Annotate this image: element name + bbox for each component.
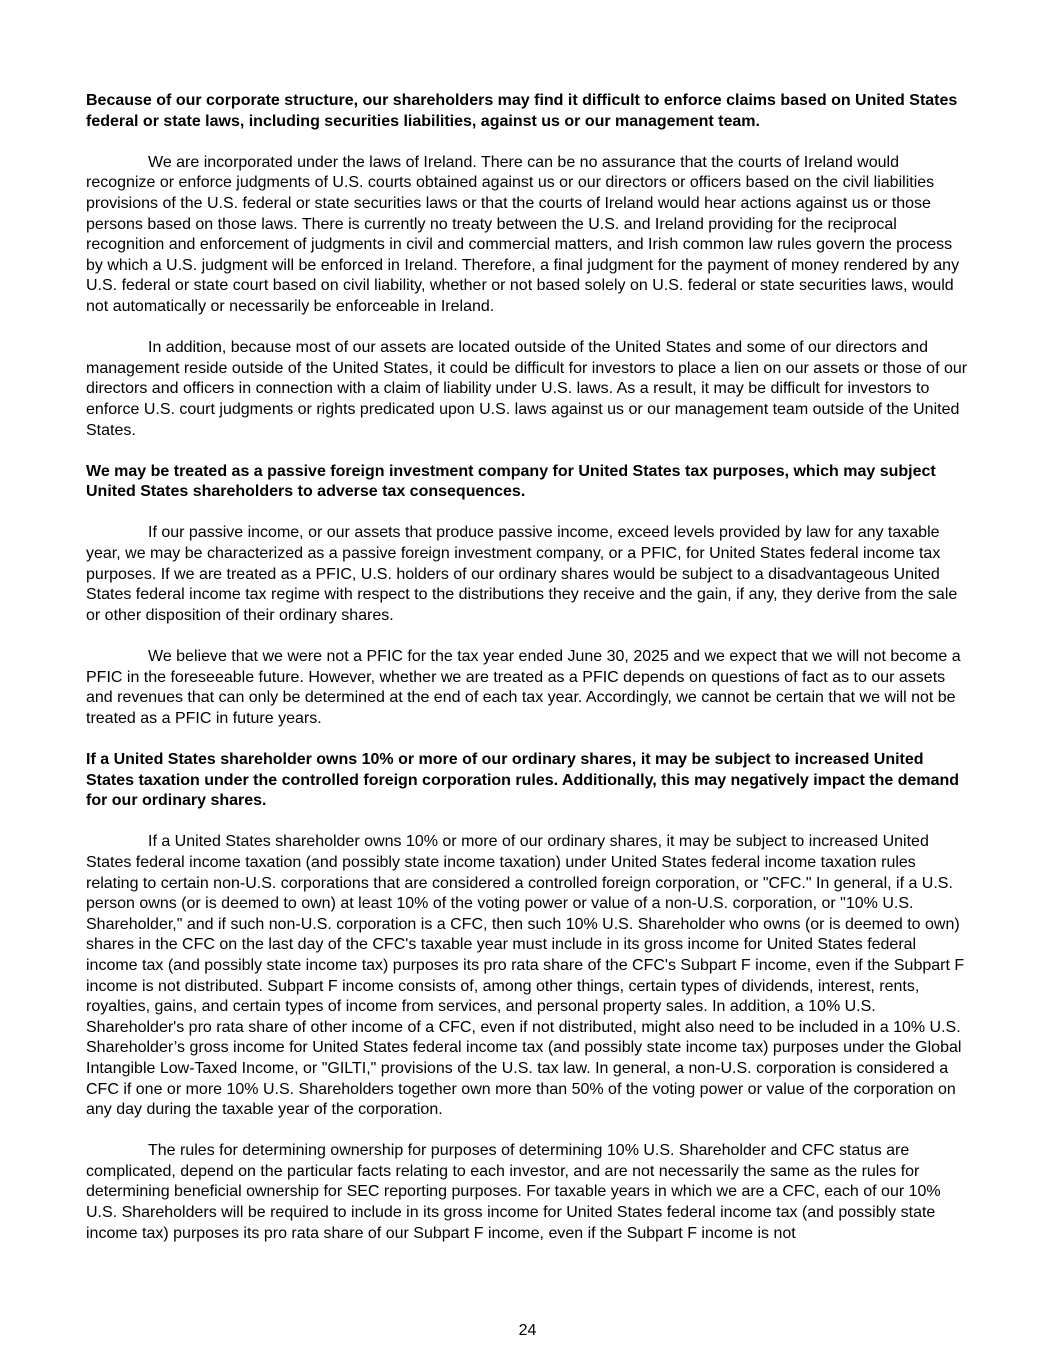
- section-heading-cfc: If a United States shareholder owns 10% or more of our ordinary shares, it may be subject to increased United States taxation under the controlled foreign corporation rules. Additionally, this may negatively impact the demand for our ordinary shares.: [86, 751, 960, 810]
- paragraph-pfic-characterization: If our passive income, or our assets that produce passive income, exceed levels provided by law for any taxable year, we may be characterized as a passive foreign investment company, or a PFIC, for United States federal income tax purposes. If we are treated as a PFIC, U.S. holders of our ordinary shares would be subject to a disadvantageous United States federal income tax regime with respect to the distributions they receive and the gain, if any, they derive from the sale or other disposition of their ordinary shares.: [86, 524, 958, 624]
- section-heading-enforcement: Because of our corporate structure, our shareholders may find it difficult to enforce claims based on United States federal or state laws, including securities liabilities, against us or our management team.: [86, 92, 958, 130]
- paragraph-cfc-rules: If a United States shareholder owns 10% or more of our ordinary shares, it may be subject to increased United States federal income taxation (and possibly state income taxation) under United States federal income taxation rules relating to certain non-U.S. corporations that are considered a controlled foreign corporation, or "CFC." In general, if a U.S. person owns (or is deemed to own) at least 10% of the voting power or value of a non-U.S. corporation, or "10% U.S. Shareholder," and if such non-U.S. corporation is a CFC, then such 10% U.S. Shareholder who owns (or is deemed to own) shares in the CFC on the last day of the CFC's taxable year must include in its gross income for United States federal income tax (and possibly state income tax) purposes its pro rata share of the CFC's Subpart F income, even if the Subpart F income is not distributed. Subpart F income consists of, among other things, certain types of dividends, interest, rents, royalties, gains, and certain types of income from services, and personal property sales. In addition, a 10% U.S. Shareholder's pro rata share of other income of a CFC, even if not distributed, might also need to be included in a 10% U.S. Shareholder’s gross income for United States federal income tax (and possibly state income tax) purposes under the Global Intangible Low-Taxed Income, or "GILTI," provisions of the U.S. tax law. In general, a non-U.S. corporation is considered a CFC if one or more 10% U.S. Shareholders together own more than 50% of the voting power or value of the corporation on any day during the taxable year of the corporation.: [86, 833, 965, 1119]
- paragraph-assets-outside-us: In addition, because most of our assets are located outside of the United States and some of our directors and management reside outside of the United States, it could be difficult for investors to place a lien on our assets or those of our directors and officers in connection with a claim of liability under U.S. laws. As a result, it may be difficult for investors to enforce U.S. court judgments or rights predicated upon U.S. laws against us or our management team outside of the United States.: [86, 339, 968, 439]
- document-body: [86, 91, 970, 1265]
- paragraph-cfc-ownership: The rules for determining ownership for purposes of determining 10% U.S. Shareholder and CFC status are complicated, depend on the particular facts relating to each investor, and are not necessarily the same as the rules for determining beneficial ownership for SEC reporting purposes. For taxable years in which we are a CFC, each of our 10% U.S. Shareholders will be required to include in its gross income for United States federal income tax (and possibly state income tax) purposes its pro rata share of our Subpart F income, even if the Subpart F income is not: [86, 1142, 941, 1242]
- paragraph-pfic-belief: We believe that we were not a PFIC for the tax year ended June 30, 2025 and we expect that we will not become a PFIC in the foreseeable future. However, whether we are treated as a PFIC depends on questions of fact as to our assets and revenues that can only be determined at the end of each tax year. Accordingly, we cannot be certain that we will not be treated as a PFIC in future years.: [86, 648, 961, 727]
- section-heading-pfic: We may be treated as a passive foreign investment company for United States tax purposes, which may subject United States shareholders to adverse tax consequences.: [86, 462, 936, 501]
- paragraph-ireland-courts: We are incorporated under the laws of Ireland. There can be no assurance that the courts of Ireland would recognize or enforce judgments of U.S. courts obtained against us or our directors or officers based on the civil liabilities provisions of the U.S. federal or state securities laws or that the courts of Ireland would hear actions against us or those persons based on those laws. There is currently no treaty between the U.S. and Ireland providing for the reciprocal recognition and enforcement of judgments in civil and commercial matters, and Irish common law rules govern the process by which a U.S. judgment will be enforced in Ireland. Therefore, a final judgment for the payment of money rendered by any U.S. federal or state court based on civil liability, whether or not based solely on U.S. federal or state securities laws, would not automatically or necessarily be enforceable in Ireland.: [86, 153, 960, 315]
- page-number: 24: [518, 1322, 537, 1339]
